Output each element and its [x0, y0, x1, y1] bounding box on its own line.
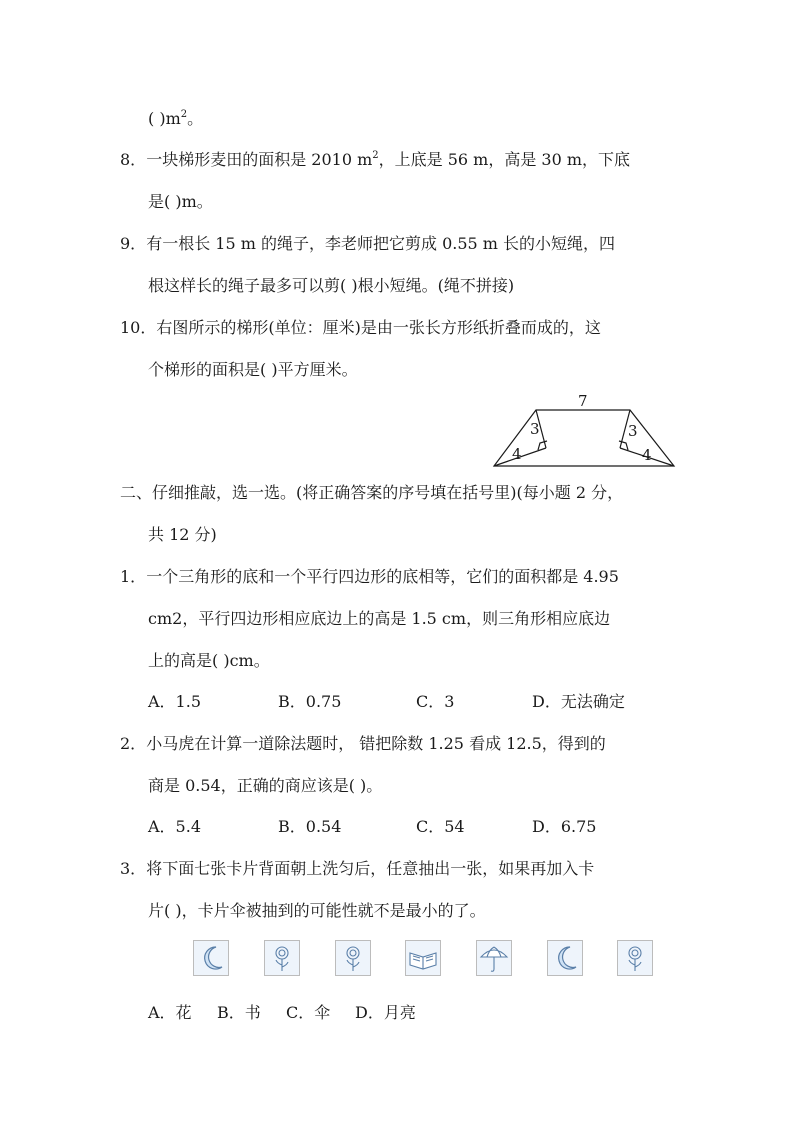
mc-question-1-line-2: cm2，平行四边形相应底边上的高是 1.5 cm，则三角形相应底边 [148, 609, 611, 628]
option-d[interactable]: D．无法确定 [532, 692, 625, 711]
option-b[interactable]: B．0.75 [278, 692, 342, 711]
question-number: 10． [120, 318, 157, 337]
question-9-line-2: 根这样长的绳子最多可以剪( )根小短绳。(绳不拼接) [148, 276, 515, 295]
option-d[interactable]: D．月亮 [355, 1003, 416, 1022]
label-left-height: 3 [530, 420, 540, 438]
mc-question-1-line-3: 上的高是( )cm。 [148, 651, 270, 670]
option-b[interactable]: B．书 [217, 1003, 261, 1022]
question-10-line-2: 个梯形的面积是( )平方厘米。 [148, 360, 358, 379]
moon-icon [194, 941, 228, 975]
question-number: 3． [120, 859, 147, 878]
question-number: 9． [120, 234, 147, 253]
option-a[interactable]: A．花 [148, 1003, 192, 1022]
label-top: 7 [578, 392, 588, 410]
mc-question-3: 3．将下面七张卡片背面朝上洗匀后，任意抽出一张，如果再加入卡 [120, 859, 595, 878]
card-flower [264, 940, 300, 976]
option-c[interactable]: C．54 [416, 817, 465, 836]
mc-question-2-line-2: 商是 0.54，正确的商应该是( )。 [148, 776, 383, 795]
section-2-heading-line-2: 共 12 分) [148, 525, 217, 544]
section-2-heading: 二、仔细推敲，选一选。(将正确答案的序号填在括号里)(每小题 2 分， [120, 483, 624, 502]
option-a[interactable]: A．5.4 [148, 817, 202, 836]
mc-question-3-line-2: 片( )，卡片伞被抽到的可能性就不是最小的了。 [148, 901, 486, 920]
card-umbrella [476, 940, 512, 976]
option-d[interactable]: D．6.75 [532, 817, 597, 836]
question-number: 8． [120, 150, 147, 169]
card-moon [547, 940, 583, 976]
mc-question-2: 2．小马虎在计算一道除法题时， 错把除数 1.25 看成 12.5，得到的 [120, 734, 606, 753]
label-right-base: 4 [642, 446, 652, 464]
label-right-height: 3 [628, 422, 638, 440]
flower-icon [336, 941, 370, 975]
question-number: 1． [120, 567, 147, 586]
card-flower [335, 940, 371, 976]
question-number: 2． [120, 734, 147, 753]
mc-question-1: 1．一个三角形的底和一个平行四边形的底相等，它们的面积都是 4.95 [120, 567, 619, 586]
card-book [405, 940, 441, 976]
option-c[interactable]: C．伞 [286, 1003, 331, 1022]
option-b[interactable]: B．0.54 [278, 817, 342, 836]
umbrella-icon [477, 941, 511, 975]
flower-icon [265, 941, 299, 975]
question-9: 9．有一根长 15 m 的绳子，李老师把它剪成 0.55 m 长的小短绳，四 [120, 234, 616, 253]
card-flower [617, 940, 653, 976]
label-left-base: 4 [512, 445, 522, 463]
flower-icon [618, 941, 652, 975]
moon-icon [548, 941, 582, 975]
book-icon [406, 941, 440, 975]
question-10: 10．右图所示的梯形(单位：厘米)是由一张长方形纸折叠而成的，这 [120, 318, 601, 337]
question-8: 8．一块梯形麦田的面积是 2010 $m^2$，上底是 56 m，高是 30 m，下底 [120, 150, 631, 169]
question-8-line-2: 是( )m。 [148, 192, 213, 211]
option-a[interactable]: A．1.5 [148, 692, 202, 711]
trapezoid-figure [490, 390, 680, 470]
q7-continuation: ( )$m^2$。 [148, 109, 204, 128]
card-moon [193, 940, 229, 976]
option-c[interactable]: C．3 [416, 692, 455, 711]
